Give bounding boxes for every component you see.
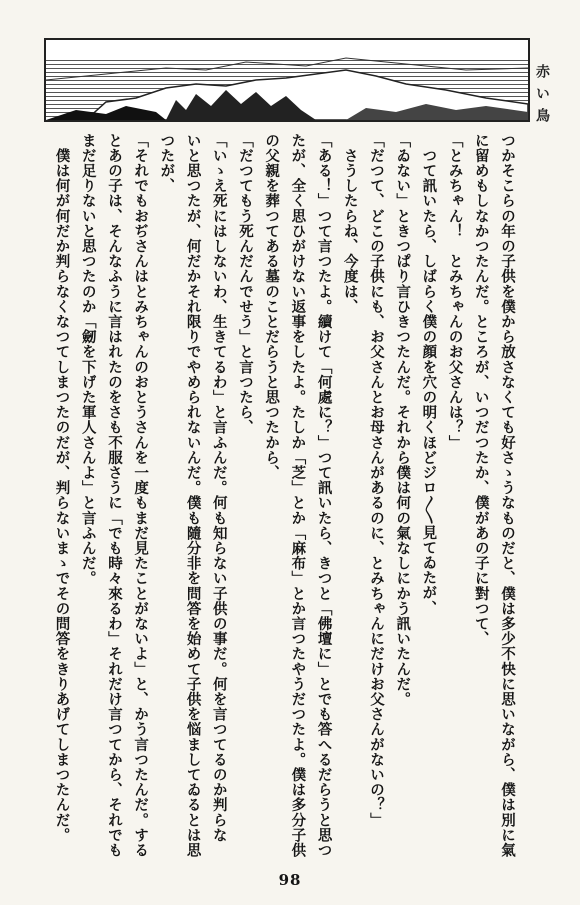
text-column: たが、全く思ひがけない返事をしたよ。たしか「芝」とか「麻布」とか言つたやうだつたよ。僕は多分子供 — [289, 133, 307, 858]
page-number: 98 — [278, 871, 302, 889]
body-text — [50, 133, 520, 858]
text-column: 「ゐない」ときつぱり言ひきつたんだ。それから僕は何の氣なしにかう訊いたんだ。 — [394, 133, 412, 707]
text-column: 「とみちゃん！ とみちゃんのお父さんは？」 — [446, 133, 464, 451]
mountain-landscape-illustration — [46, 40, 528, 120]
text-column: 「ある！」つて言つたよ。續けて「何處に？」つて訊いたら、きつと「佛壇に」とでも答へるだらうと思つ — [315, 133, 333, 858]
text-column: つかそこらの年の子供を僕から放さなくても好さゝうなものだと、僕は多少不快に思いながら、僕は別に氣 — [499, 133, 516, 858]
running-head: 赤い鳥 — [534, 64, 550, 130]
text-column: つて訊いたら、しばらく僕の顔を穴の明くほどジロ〳〵見てゐたが、 — [420, 133, 438, 616]
text-column: 「それでもおぢさんはとみちゃんのおとうさんを一度もまだ見たことがないよ」と、かう言つたんだ。する — [132, 133, 150, 858]
text-column: さうしたらね、今度は、 — [341, 133, 359, 315]
text-column: つたが、 — [158, 133, 176, 194]
header-illustration — [44, 38, 530, 122]
text-column: 「だつてもう死んだんでせう」と言つたら、 — [236, 133, 254, 435]
text-column: いと思つたが、何だかそれ限りでやめられないんだ。僕も隨分非を問答を始めて子供を悩ましてゐるとは思 — [184, 133, 202, 858]
text-column: 「だつて、どこの子供にも、お父さんとお母さんがあるのに、とみちゃんにだけお父さんがないの？」 — [367, 133, 385, 828]
text-column: 「いゝえ死にはしないわ、生きてるわ」と言ふんだ。何も知らない子供の事だ。何を言つてるのか判らな — [210, 133, 228, 843]
text-column: とあの子は、そんなふうに言はれたのをさも不服さうに「でも時々來るわ」それだけ言つてから、それでも — [105, 133, 123, 858]
text-column: 僕は何が何だか判らなくなつてしまつたのだが、判らないまゝでその問答をきりあげてしまつたんだ。 — [53, 133, 71, 843]
text-column: に留めもしなかつたんだ。ところが、いつだつたか、僕があの子に對つて、 — [472, 133, 490, 647]
top-margin-marks — [70, 4, 510, 18]
text-column: の父親を葬つてある墓のことだらうと思つたから、 — [263, 133, 281, 481]
text-column: まだ足りないと思つたのか「劒を下げた軍人さんよ」と言ふんだ。 — [79, 133, 97, 586]
